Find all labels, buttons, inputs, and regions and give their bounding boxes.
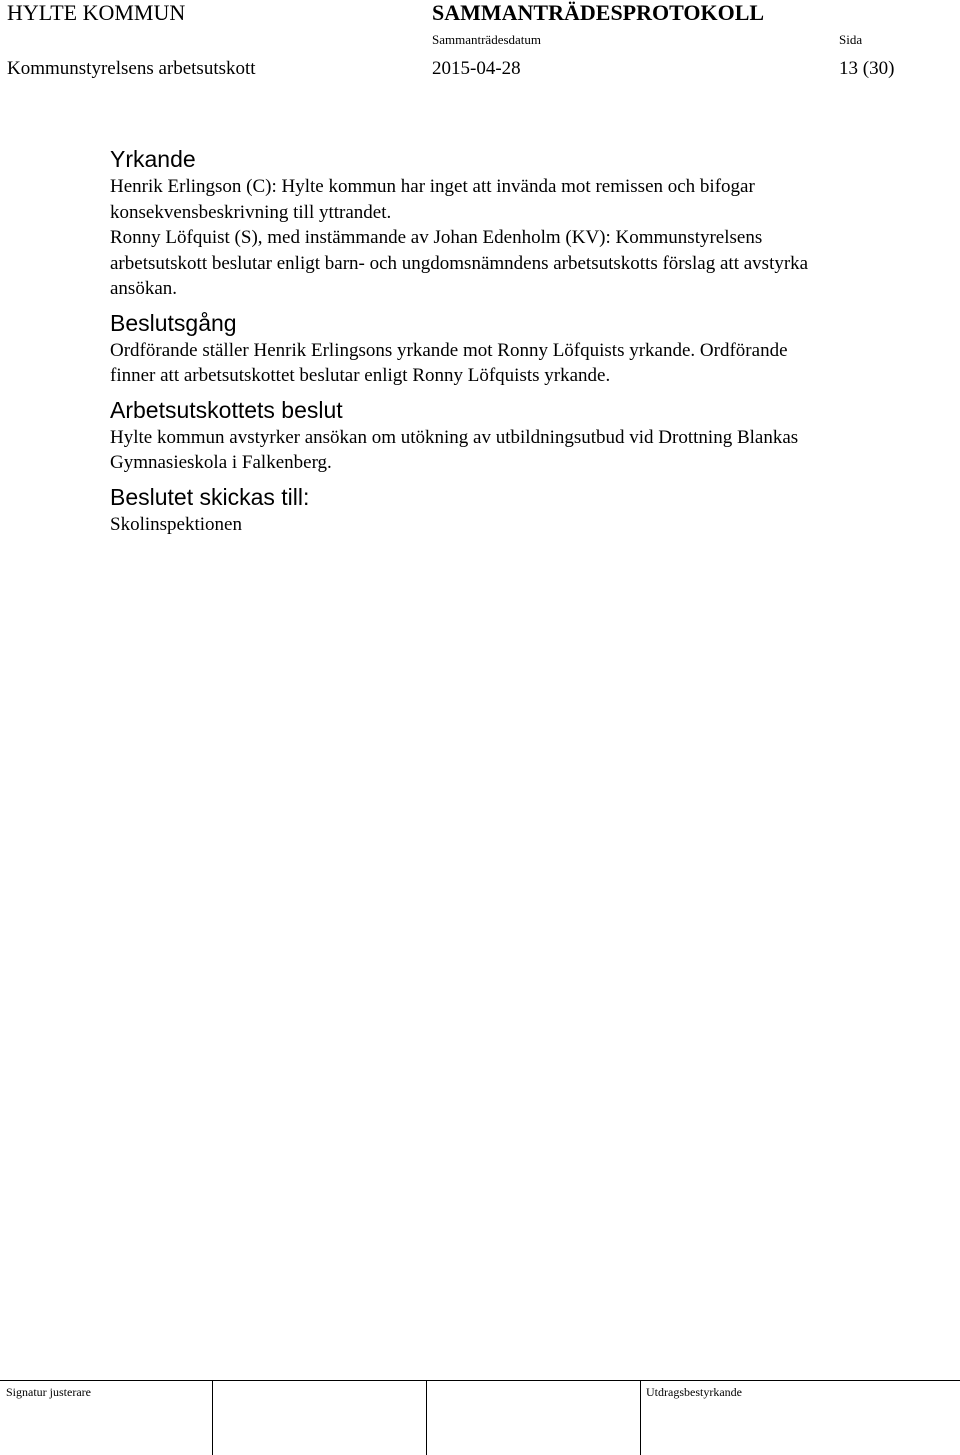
signature-box <box>426 1381 641 1455</box>
paragraph-line: Ordförande ställer Henrik Erlingsons yrkande mot Ronny Löfquists yrkande. Ordförande <box>110 339 788 361</box>
organization-name: HYLTE KOMMUN <box>7 0 186 25</box>
paragraph-line: Hylte kommun avstyrker ansökan om utökning av utbildningsutbud vid Drottning Blankas <box>110 426 799 448</box>
section-arbetsutskottets-beslut <box>110 395 940 476</box>
paragraph-line: arbetsutskott beslutar enligt barn- och ungdomsnämndens arbetsutskotts förslag att avstyrka <box>110 252 809 274</box>
signature-box <box>212 1381 427 1455</box>
page-number: 13 (30) <box>839 58 895 79</box>
meeting-date-label: Sammanträdesdatum <box>432 32 542 47</box>
signature-cell <box>0 1381 212 1455</box>
section-heading: Beslutsgång <box>110 309 237 336</box>
paragraph-line: Skolinspektionen <box>110 513 242 535</box>
extract-label: Utdragsbestyrkande <box>646 1385 742 1399</box>
section-yrkande <box>110 144 940 302</box>
section-heading: Beslutet skickas till: <box>110 483 310 510</box>
paragraph-line: Ronny Löfquist (S), med instämmande av Johan Edenholm (KV): Kommunstyrelsens <box>110 227 763 248</box>
paragraph-line: finner att arbetsutskottet beslutar enligt Ronny Löfquists yrkande. <box>110 365 611 386</box>
section-beslutsgang <box>110 308 940 389</box>
extract-cell <box>640 1381 959 1455</box>
meeting-date: 2015-04-28 <box>432 58 521 79</box>
page-label: Sida <box>839 32 863 47</box>
paragraph-line: ansökan. <box>110 278 178 299</box>
paragraph-line: Gymnasieskola i Falkenberg. <box>110 452 332 473</box>
section-beslutet-skickas-till <box>110 482 940 538</box>
document-type: SAMMANTRÄDESPROTOKOLL <box>432 0 765 25</box>
section-heading: Arbetsutskottets beslut <box>110 396 343 423</box>
section-heading: Yrkande <box>110 146 196 172</box>
signature-label: Signatur justerare <box>6 1385 91 1399</box>
signature-footer <box>0 1380 960 1455</box>
protocol-body <box>110 144 940 537</box>
paragraph-line: Henrik Erlingson (C): Hylte kommun har inget att invända mot remissen och bifogar <box>110 176 755 197</box>
committee-name: Kommunstyrelsens arbetsutskott <box>7 58 256 79</box>
paragraph-line: konsekvensbeskrivning till yttrandet. <box>110 201 392 223</box>
